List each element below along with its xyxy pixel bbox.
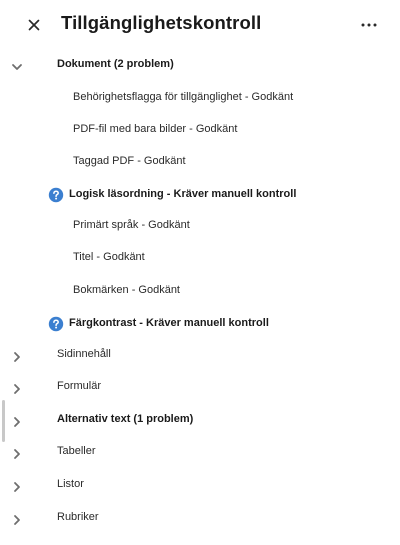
- tree-item-rubriker[interactable]: [0, 506, 400, 532]
- tree-item-label: Logisk läsordning - Kräver manuell kontroll: [69, 188, 297, 200]
- panel-header: [0, 0, 400, 50]
- chevron-down-icon[interactable]: [10, 60, 24, 74]
- chevron-right-icon[interactable]: [10, 382, 24, 396]
- panel-title: Tillgänglighetskontroll: [61, 12, 262, 33]
- chevron-right-icon[interactable]: [10, 447, 24, 461]
- tree-item-tabeller[interactable]: [0, 440, 400, 466]
- close-button[interactable]: [24, 15, 44, 35]
- tree-item-label: Färgkontrast - Kräver manuell kontroll: [69, 317, 269, 329]
- tree-child-item[interactable]: [0, 118, 400, 144]
- tree-child-item[interactable]: [0, 214, 400, 240]
- tree-child-item[interactable]: [0, 86, 400, 112]
- tree-item-label: PDF-fil med bara bilder - Godkänt: [73, 123, 238, 135]
- close-icon: [24, 15, 44, 35]
- chevron-right-icon[interactable]: [10, 513, 24, 527]
- tree-child-item[interactable]: [0, 312, 400, 338]
- chevron-right-icon[interactable]: [10, 480, 24, 494]
- tree-item-document[interactable]: [0, 53, 400, 79]
- tree-item-label: Tabeller: [57, 445, 96, 457]
- more-options-icon: [358, 16, 380, 34]
- tree-item-label: Taggad PDF - Godkänt: [73, 155, 186, 167]
- tree-item-label: Primärt språk - Godkänt: [73, 219, 190, 231]
- tree-item-label: Formulär: [57, 380, 102, 392]
- tree-item-label: Listor: [57, 478, 84, 490]
- chevron-right-icon[interactable]: [10, 415, 24, 429]
- question-circle-icon: [48, 187, 64, 203]
- tree-item-label: Sidinnehåll: [57, 348, 111, 360]
- tree-item-label: Alternativ text (1 problem): [57, 413, 194, 425]
- tree-item-label: Dokument (2 problem): [57, 58, 174, 70]
- more-options-button[interactable]: [358, 16, 380, 34]
- tree-child-item[interactable]: [0, 279, 400, 305]
- tree-child-item[interactable]: [0, 183, 400, 209]
- tree-child-item[interactable]: [0, 246, 400, 272]
- tree-item-label: Behörighetsflagga för tillgänglighet - Godkänt: [73, 91, 294, 103]
- question-circle-icon: [48, 316, 64, 332]
- tree-child-item[interactable]: [0, 150, 400, 176]
- tree-item-alternativ-text[interactable]: [0, 408, 400, 434]
- tree-item-label: Titel - Godkänt: [73, 251, 145, 263]
- tree-item-label: Bokmärken - Godkänt: [73, 284, 180, 296]
- tree-item-sidinnehall[interactable]: [0, 343, 400, 369]
- panel-resize-handle[interactable]: [2, 400, 5, 442]
- chevron-right-icon[interactable]: [10, 350, 24, 364]
- tree-item-listor[interactable]: [0, 473, 400, 499]
- tree-item-formular[interactable]: [0, 375, 400, 401]
- tree-item-label: Rubriker: [57, 511, 99, 523]
